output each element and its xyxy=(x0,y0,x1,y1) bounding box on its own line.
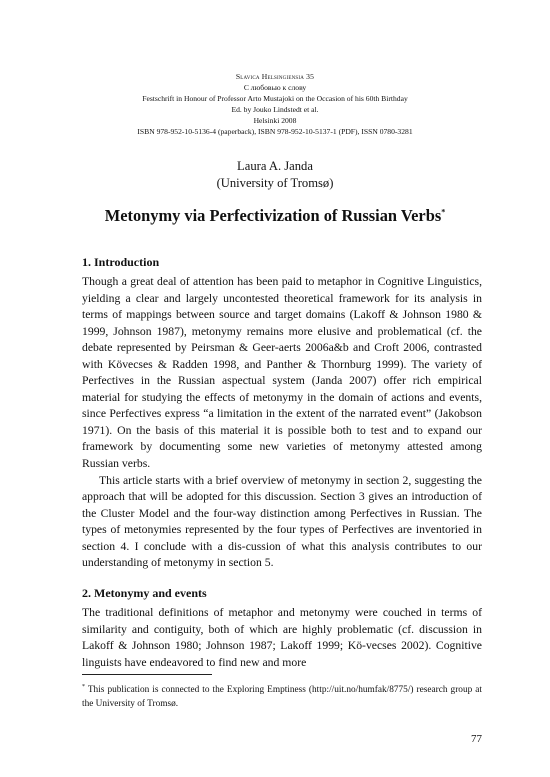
festschrift-line: Festschrift in Honour of Professor Arto Mustajoki on the Occasion of his 60th Birthday xyxy=(142,94,408,103)
author-name: Laura A. Janda xyxy=(237,159,313,173)
footnote xyxy=(82,680,482,711)
volume-title-cyrillic: С любовью к слову xyxy=(243,83,307,92)
title-footnote-mark[interactable]: * xyxy=(441,207,446,217)
article-title-text: Metonymy via Perfectivization of Russian Verbs xyxy=(104,206,442,225)
paragraph: This article starts with a brief overview of metonymy in section 2, suggesting the approach that will be adopted for this discussion. Section 3 gives an introduction of the Cluster Model and the four-way distinction among Perfectives in Russian. The types of metonymies represented by the four types of Perfectives are inventoried in section 4. I conclude with a dis-cussion of what this analysis contributes to our understanding of metonymy in section 5. xyxy=(82,473,482,570)
series-name: Slavica Helsingiensia 35 xyxy=(235,72,315,81)
section2-body xyxy=(82,605,482,671)
isbn-line: ISBN 978-952-10-5136-4 (paperback), ISBN 978-952-10-5137-1 (PDF), ISSN 0780-3281 xyxy=(137,127,413,136)
section-heading-metonymy-events: 2. Metonymy and events xyxy=(82,586,207,600)
paragraph: Though a great deal of attention has been paid to metaphor in Cognitive Linguistics, yielding a clear and largely uncontested theoretical framework for its analysis in terms of mappings between source and target domains (Lakoff & Johnson 1980 & 1999, Johnson 1987), metonymy remains more elusive and problematical (cf. the debate represented by Peirsman & Geer-aerts 2006a&b and Croft 2006, contrasted with Kövecses & Radden 1998, and Panther & Thornburg 1999). The variety of Perfectives in the Russian aspectual system (Janda 2007) offer rich empirical material for studying the effects of metonymy in the domain of actions and events, since Perfectives express “a limitation in the extent of the narrated event” (Jakobson 1971). On the basis of this material it is possible both to test and to expand our framework by documenting some new varieties of metonymy attested among Russian verbs. xyxy=(82,275,482,471)
editors-line: Ed. by Jouko Lindstedt et al. xyxy=(231,105,319,114)
place-year: Helsinki 2008 xyxy=(253,116,297,125)
author-affiliation: (University of Tromsø) xyxy=(216,176,334,190)
publication-header xyxy=(70,71,480,137)
footnote-separator xyxy=(82,674,212,675)
footnote-text: This publication is connected to the Exploring Emptiness (http://uit.no/humfak/8775/) research group at the University of Tromsø. xyxy=(82,685,482,710)
article-title xyxy=(60,206,490,226)
paragraph: The traditional definitions of metaphor and metonymy were couched in terms of similarity and contiguity, both of which are highly problematic (cf. discussion in Lakoff & Johnson 1980; Johnson 1987; Lakoff 1999; Kö-vecses 2002). Cognitive linguists have endeavored to find new and more xyxy=(82,606,482,669)
page-number: 77 xyxy=(471,733,482,745)
author-block xyxy=(70,158,480,192)
section-heading-introduction: 1. Introduction xyxy=(82,255,160,269)
introduction-body xyxy=(82,274,482,572)
footnote-mark: * xyxy=(82,684,85,690)
